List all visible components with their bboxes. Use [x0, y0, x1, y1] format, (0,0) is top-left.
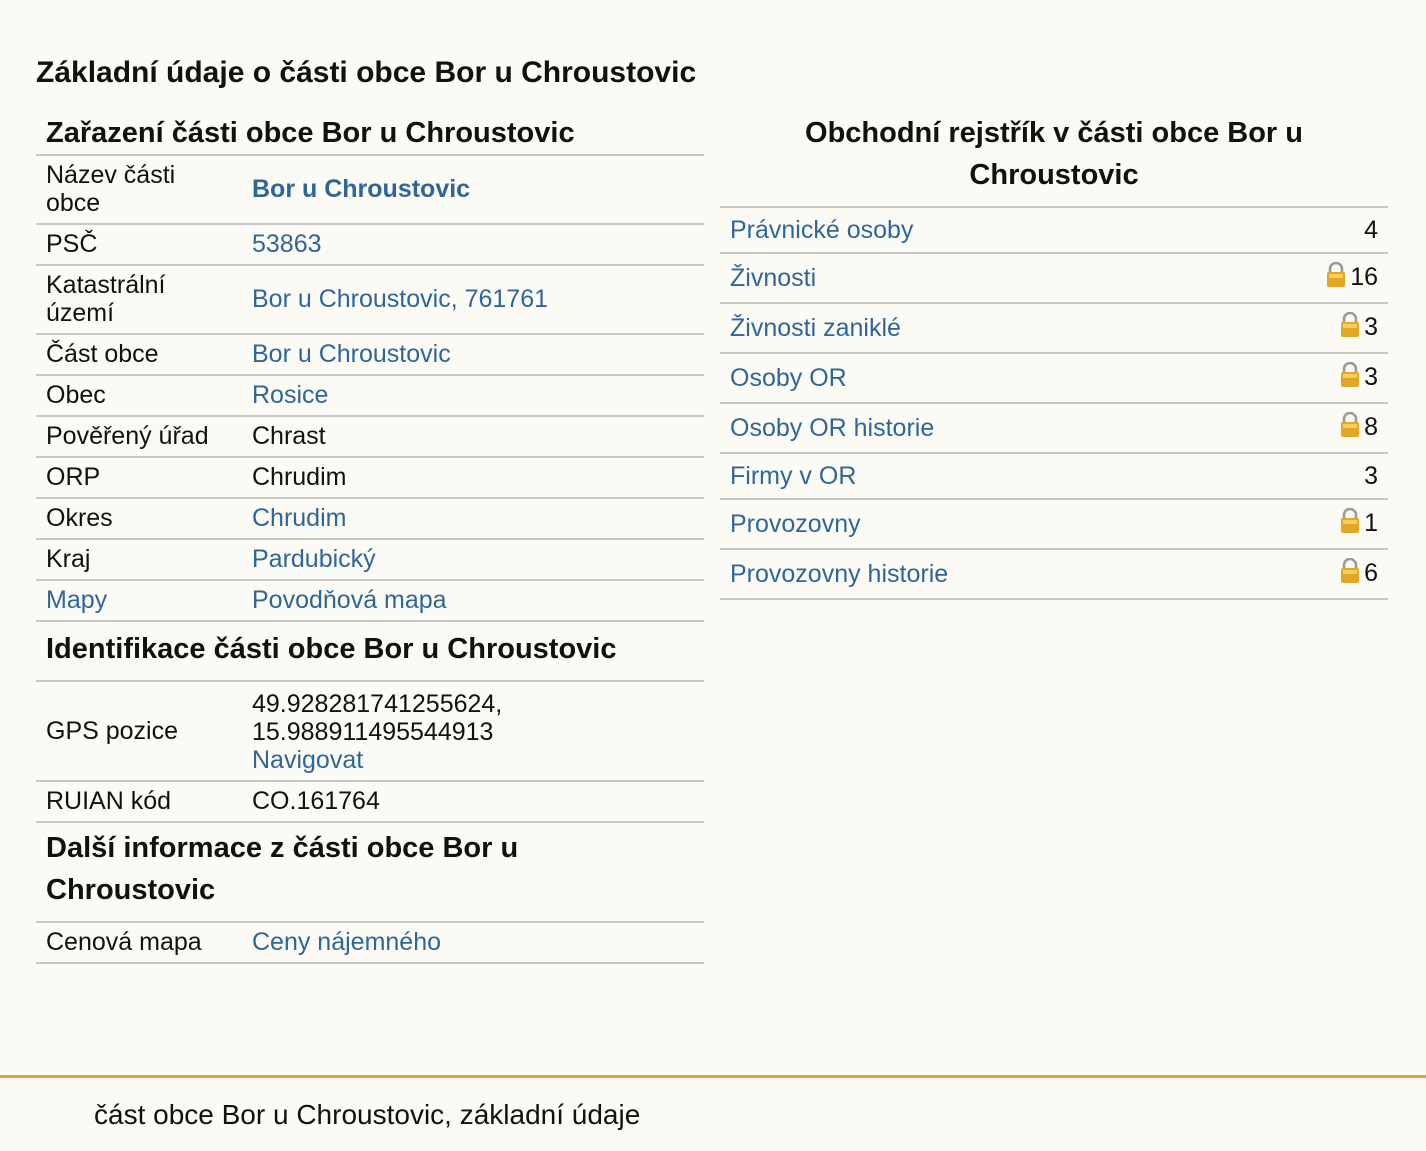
padlock-icon	[1340, 558, 1360, 590]
authorized-office-value: Chrast	[232, 416, 704, 457]
municipal-part-link[interactable]: Bor u Chroustovic	[252, 340, 451, 368]
table-row	[36, 580, 704, 621]
gps-label: GPS pozice	[36, 682, 232, 781]
district-link[interactable]: Chrudim	[252, 504, 347, 532]
table-row	[36, 781, 704, 822]
maps-link[interactable]: Mapy	[46, 586, 108, 614]
table-row	[36, 224, 704, 265]
row-label: Kraj	[36, 539, 232, 580]
padlock-icon	[1340, 508, 1360, 540]
identification-heading: Identifikace části obce Bor u Chroustovic	[36, 628, 704, 682]
registry-count: 16	[1350, 263, 1378, 291]
registry-link[interactable]: Osoby OR	[730, 364, 847, 392]
classification-heading: Zařazení části obce Bor u Chroustovic	[36, 112, 704, 156]
page-title: Základní údaje o části obce Bor u Chroustovic	[36, 56, 697, 89]
registry-link[interactable]: Osoby OR historie	[730, 414, 935, 442]
region-link[interactable]: Pardubický	[252, 545, 376, 573]
table-row	[720, 303, 1388, 353]
table-row	[720, 453, 1388, 499]
flood-map-link[interactable]: Povodňová mapa	[252, 586, 447, 614]
registry-count: 3	[1364, 313, 1378, 341]
registry-link[interactable]: Provozovny	[730, 510, 861, 538]
registry-count: 4	[1364, 216, 1378, 244]
left-column	[36, 112, 704, 964]
registry-table	[720, 208, 1388, 600]
identification-table	[36, 682, 704, 823]
row-label: Část obce	[36, 334, 232, 375]
table-row	[36, 498, 704, 539]
row-label: ORP	[36, 457, 232, 498]
row-label: Název části obce	[36, 156, 232, 224]
row-label: Pověřený úřad	[36, 416, 232, 457]
row-label: Obec	[36, 375, 232, 416]
municipality-link[interactable]: Rosice	[252, 381, 329, 409]
registry-count: 1	[1364, 509, 1378, 537]
row-label: PSČ	[36, 224, 232, 265]
ruian-label: RUIAN kód	[36, 781, 232, 822]
more-info-table	[36, 923, 704, 964]
footer-text: část obce Bor u Chroustovic, základní údaje	[94, 1099, 641, 1130]
row-label: Katastrální území	[36, 265, 232, 334]
table-row	[36, 265, 704, 334]
registry-link[interactable]: Provozovny historie	[730, 560, 949, 588]
row-label: Okres	[36, 498, 232, 539]
part-name-link[interactable]: Bor u Chroustovic	[252, 175, 471, 203]
right-column	[720, 112, 1388, 600]
padlock-icon	[1340, 362, 1360, 394]
table-row	[720, 253, 1388, 303]
table-row	[36, 334, 704, 375]
registry-link[interactable]: Firmy v OR	[730, 462, 857, 490]
psc-link[interactable]: 53863	[252, 230, 322, 258]
registry-count: 6	[1364, 559, 1378, 587]
table-row	[720, 499, 1388, 549]
orp-value: Chrudim	[232, 457, 704, 498]
table-row	[36, 682, 704, 781]
registry-link[interactable]: Živnosti	[730, 264, 817, 292]
registry-count: 3	[1364, 462, 1378, 490]
price-map-label: Cenová mapa	[36, 923, 232, 963]
table-row	[36, 923, 704, 963]
padlock-icon	[1340, 312, 1360, 344]
table-row	[36, 416, 704, 457]
ruian-value: CO.161764	[232, 781, 704, 822]
rent-prices-link[interactable]: Ceny nájemného	[252, 928, 442, 956]
padlock-icon	[1340, 412, 1360, 444]
registry-count: 3	[1364, 363, 1378, 391]
table-row	[36, 375, 704, 416]
registry-heading: Obchodní rejstřík v části obce Bor u Chroustovic	[720, 112, 1388, 208]
padlock-icon	[1326, 262, 1346, 294]
classification-table	[36, 156, 704, 622]
cadastral-link[interactable]: Bor u Chroustovic, 761761	[252, 285, 549, 313]
registry-count: 8	[1364, 413, 1378, 441]
table-row	[36, 156, 704, 224]
navigate-link[interactable]: Navigovat	[252, 746, 364, 774]
table-row	[720, 403, 1388, 453]
registry-link[interactable]: Živnosti zaniklé	[730, 314, 901, 342]
gps-longitude: 15.988911495544913	[252, 718, 494, 746]
footer	[0, 1075, 1426, 1151]
table-row	[720, 549, 1388, 599]
more-info-heading: Další informace z části obce Bor u Chroustovic	[46, 832, 519, 906]
table-row	[720, 208, 1388, 253]
table-row	[36, 457, 704, 498]
table-row	[36, 539, 704, 580]
table-row	[720, 353, 1388, 403]
gps-latitude: 49.928281741255624,	[252, 690, 503, 718]
registry-link[interactable]: Právnické osoby	[730, 216, 914, 244]
